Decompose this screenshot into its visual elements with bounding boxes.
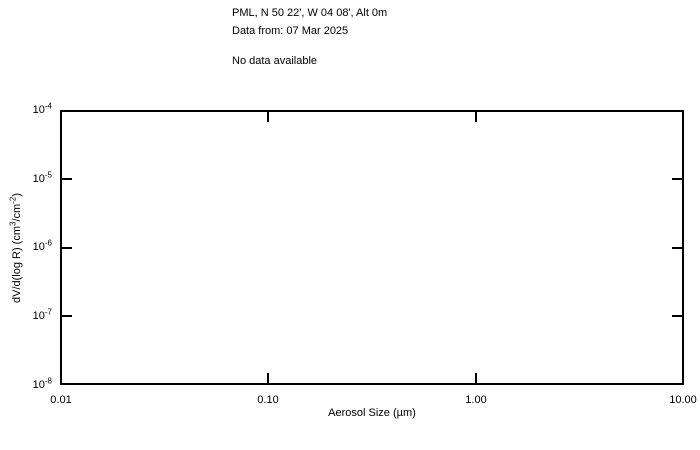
data-date-line: Data from: 07 Mar 2025 — [232, 25, 349, 37]
x-tick-mark-top-0.10 — [267, 112, 269, 122]
y-tick-mark-left-1e-7 — [62, 315, 72, 317]
y-axis-label-text: ) — [11, 192, 24, 197]
y-tick-label-1e-7 — [10, 309, 52, 323]
x-tick-label-1.00: 1.00 — [465, 394, 487, 406]
y-tick-exponent: -7 — [44, 307, 52, 317]
y-tick-label-1e-6 — [10, 240, 52, 254]
y-tick-base: 10 — [32, 173, 45, 185]
plot-header — [232, 4, 387, 70]
x-tick-label-0.01: 0.01 — [50, 394, 72, 406]
y-tick-mark-right-1e-7 — [672, 315, 682, 317]
y-axis-label-text: dV/d(log R) (cm — [11, 225, 24, 303]
y-tick-mark-right-1e-6 — [672, 247, 682, 249]
no-data-message: No data available — [232, 55, 318, 67]
y-tick-label-1e-5 — [10, 172, 52, 186]
x-tick-label-10.00: 10.00 — [669, 394, 697, 406]
y-tick-exponent: -4 — [44, 101, 52, 111]
y-tick-mark-left-1e-6 — [62, 247, 72, 249]
y-tick-base: 10 — [32, 379, 45, 391]
y-tick-exponent: -6 — [44, 238, 52, 248]
y-tick-label-1e-8 — [10, 378, 52, 392]
y-axis-label-text: /cm — [11, 203, 24, 222]
y-tick-mark-right-1e-5 — [672, 178, 682, 180]
y-tick-exponent: -8 — [44, 376, 52, 386]
y-tick-mark-left-1e-5 — [62, 178, 72, 180]
x-axis-label: Aerosol Size (µm) — [328, 407, 416, 419]
y-tick-base: 10 — [32, 241, 45, 253]
x-tick-mark-top-1.00 — [475, 112, 477, 122]
y-tick-label-1e-4 — [10, 103, 52, 117]
x-tick-label-0.10: 0.10 — [257, 394, 279, 406]
x-tick-mark-bottom-1.00 — [475, 373, 477, 383]
y-tick-base: 10 — [32, 104, 45, 116]
station-title: PML, N 50 22', W 04 08', Alt 0m — [232, 7, 388, 19]
y-axis-label-exponent: 3 — [8, 221, 18, 226]
y-tick-exponent: -5 — [44, 170, 52, 180]
y-tick-base: 10 — [32, 310, 45, 322]
x-tick-mark-bottom-0.10 — [267, 373, 269, 383]
plot-area — [60, 110, 684, 385]
y-axis-label-exponent: -2 — [8, 196, 18, 204]
